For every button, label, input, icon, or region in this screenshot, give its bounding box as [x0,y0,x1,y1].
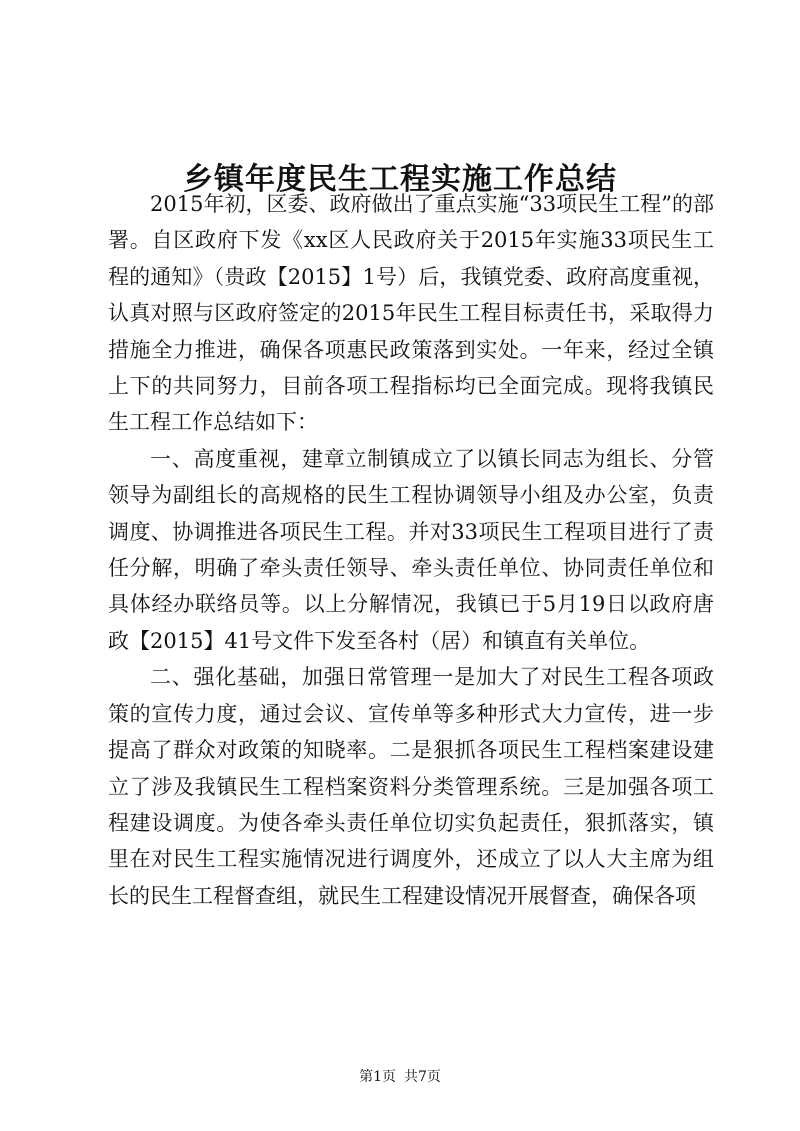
document-body [108,186,714,914]
paragraph-section-1: 一、高度重视，建章立制镇成立了以镇长同志为组长、分管领导为副组长的高规格的民生工程协调领导小组及办公室，负责调度、协调推进各项民生工程。并对33项民生工程项目进行了责任分解，明确了牵头责任领导、牵头责任单位、协同责任单位和具体经办联络员等。以上分解情况，我镇已于5月19日以政府唐政【2015】41号文件下发至各村（居）和镇直有关单位。 [108,446,714,653]
document-title: 乡镇年度民生工程实施工作总结 [183,162,617,198]
paragraph-section-2: 二、强化基础，加强日常管理一是加大了对民生工程各项政策的宣传力度，通过会议、宣传单等多种形式大力宣传，进一步提高了群众对政策的知晓率。二是狠抓各项民生工程档案建设建立了涉及我镇民生工程档案资料分类管理系统。三是加强各项工程建设调度。为使各牵头责任单位切实负起责任，狠抓落实，镇里在对民生工程实施情况进行调度外，还成立了以人大主席为组长的民生工程督查组，就民生工程建设情况开展督查，确保各项 [108,665,714,908]
paragraph-intro: 2015年初，区委、政府做出了重点实施“33项民生工程”的部署。自区政府下发《xx区人民政府关于2015年实施33项民生工程的通知》（贵政【2015】1号）后，我镇党委、政府高度重视，认真对照与区政府签定的2015年民生工程目标责任书，采取得力措施全力推进，确保各项惠民政策落到实处。一年来，经过全镇上下的共同努力，目前各项工程指标均已全面完成。现将我镇民生工程工作总结如下： [108,192,714,435]
page-total: 共7页 [404,1069,441,1085]
page-number: 第1页 [359,1069,396,1085]
page-footer [0,1067,800,1087]
